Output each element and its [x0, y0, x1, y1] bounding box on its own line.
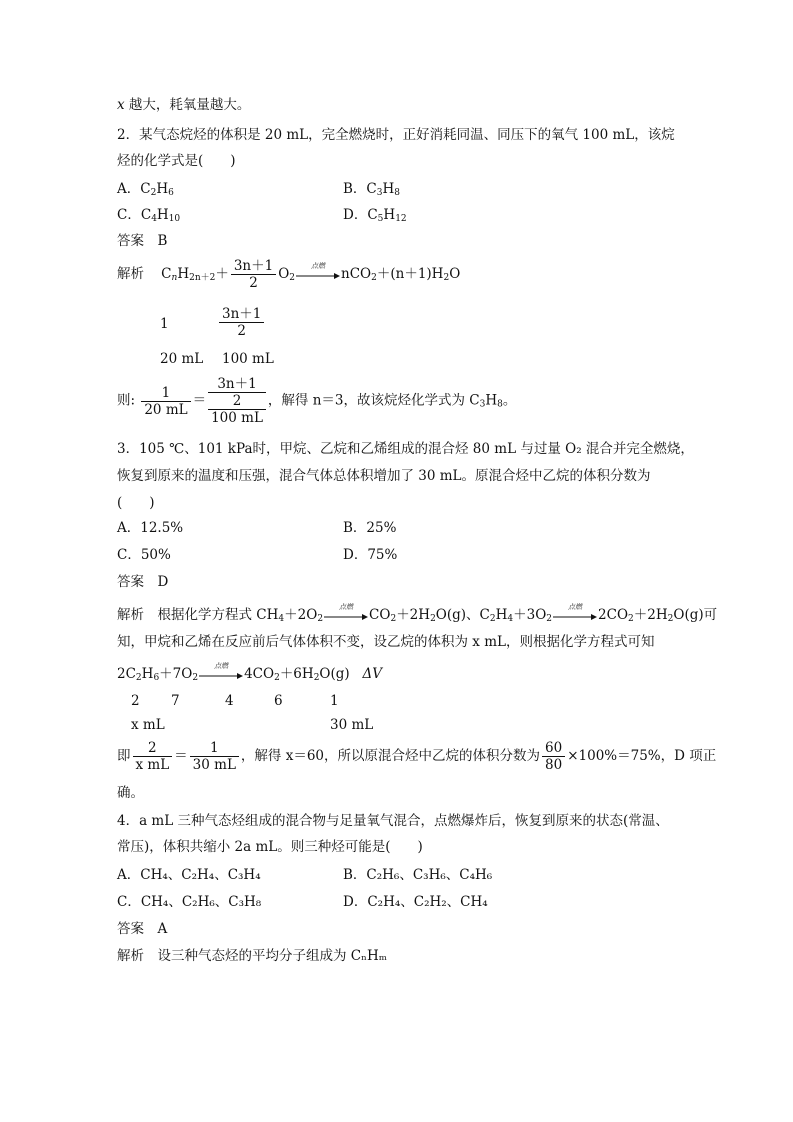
analysis-3-line2: 知，甲烷和乙烯在反应前后气体体积不变，设乙烷的体积为 x mL，则根据化学方程式可知: [117, 634, 655, 650]
question-3-stem-cont: 恢复到原来的温度和压强，混合气体总体积增加了 30 mL。原混合烃中乙烷的体积分数为: [117, 468, 651, 484]
analysis-2-equation: 解析 $C_nH_{2n+2}+$ $\frac{3n+1}{2}$ $O_2$ 点燃 $nCO_2+(n+1)H_2O$: [117, 258, 461, 291]
volume-a: x mL: [131, 717, 165, 733]
option-b: B．C₂H₆、C₃H₆、C₄H₆: [343, 867, 493, 883]
ratio-a: 1: [160, 316, 169, 332]
option-b: B．$C_3H_8$: [343, 181, 401, 198]
answer-2: 答案 B: [117, 233, 168, 249]
analysis-2-conclusion: 则: $\frac{1}{20 mL}$ ＝ 3n＋1 2 100 mL ，解得 n＝3，故该烷烃化学式为 $C_3H_8$。: [117, 376, 517, 426]
fraction: $\frac{3n+1}{2}$: [231, 258, 276, 291]
option-c: C．50%: [117, 547, 171, 563]
answer-4: 答案 A: [117, 921, 168, 937]
question-4-stem: 4．a mL 三种气态烃组成的混合物与足量氧气混合，点燃爆炸后，恢复到原来的状态(常温、: [117, 813, 669, 829]
ratio-b: $\frac{3n+1}{2}$: [217, 306, 266, 339]
text-line: x 越大，耗氧量越大。: [117, 97, 251, 113]
analysis-3-line1: 解析 根据化学方程式 $CH_4+2O_2$ 点燃 $CO_2+2H_2O(g)$、$C_2H_4+3O_2$ 点燃 $2CO_2+2H_2O(g)$可: [117, 602, 718, 624]
option-c: C．$C_4H_{10}$: [117, 207, 181, 224]
volume-b: 100 mL: [222, 351, 274, 367]
option-a: A．$C_2H_6$: [117, 181, 174, 198]
volume-b: 30 mL: [330, 717, 374, 733]
question-3-stem-cont: ( ): [117, 495, 155, 511]
option-b: B．25%: [343, 520, 397, 536]
option-d: D．75%: [343, 547, 398, 563]
option-a: A．CH₄、C₂H₄、C₃H₄: [117, 867, 261, 883]
reaction-arrow-icon: 点燃: [199, 668, 243, 682]
reaction-arrow-icon: 点燃: [553, 609, 597, 623]
analysis-3-conclusion-cont: 确。: [117, 785, 144, 801]
option-c: C．CH₄、C₂H₆、C₃H₈: [117, 894, 262, 910]
analysis-3-conclusion: 即 $\frac{2}{\text{x mL}}$ ＝ $\frac{1}{30 mL}$ ，解得 x＝60，所以原混合烃中乙烷的体积分数为 $\frac{60}{80}$ ×100%＝75%，D 项正: [117, 740, 717, 773]
volume-a: 20 mL: [160, 351, 204, 367]
answer-3: 答案 D: [117, 574, 169, 590]
analysis-4: 解析 设三种气态烃的平均分子组成为 CₙHₘ: [117, 948, 388, 964]
option-a: A．12.5%: [117, 520, 184, 536]
coefficient: 1: [330, 693, 339, 709]
coefficient: 7: [171, 693, 180, 709]
reaction-arrow-icon: 点燃: [296, 268, 340, 282]
reaction-arrow-icon: 点燃: [324, 609, 368, 623]
option-d: D．C₂H₄、C₂H₂、CH₄: [343, 894, 488, 910]
option-d: D．$C_5H_{12}$: [343, 207, 407, 224]
analysis-3-equation: $2C_2H_6+7O_2$ 点燃 $4CO_2+6H_2O(g)$ ΔV: [117, 661, 383, 683]
question-2-stem-cont: 烃的化学式是( ): [117, 153, 236, 169]
coefficient: 2: [131, 693, 140, 709]
question-4-stem-cont: 常压)，体积共缩小 2a mL。则三种烃可能是( ): [117, 839, 423, 855]
coefficient: 6: [274, 693, 283, 709]
question-3-stem: 3．105 ℃、101 kPa时，甲烷、乙烷和乙烯组成的混合烃 80 mL 与过量 O₂ 混合并完全燃烧，: [117, 441, 694, 457]
question-2-stem: 2．某气态烷烃的体积是 20 mL，完全燃烧时，正好消耗同温、同压下的氧气 100 mL，该烷: [117, 127, 675, 143]
coefficient: 4: [225, 693, 234, 709]
